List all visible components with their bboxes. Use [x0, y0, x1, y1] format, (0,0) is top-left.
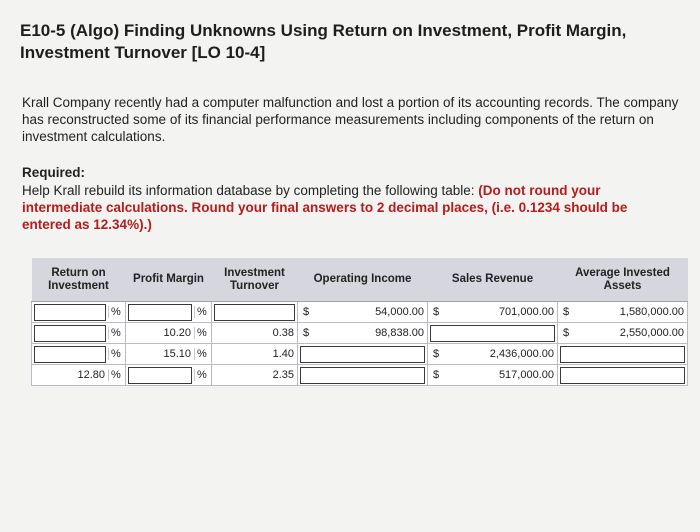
rounding-instructions: (Do not round your intermediate calculations. Round your final answers to 2 decimal places, (i.e. 0.1234 should be entered as 12.34%).): [22, 183, 628, 232]
required-instructions: [22, 182, 672, 233]
percent-sign: %: [194, 306, 211, 318]
header-average-invested-assets: Average Invested Assets: [558, 258, 688, 302]
it-cell: [212, 302, 298, 323]
dollar-sign: $: [302, 306, 310, 318]
profit-margin-value: 15.10: [163, 348, 191, 360]
sr-cell: [428, 323, 558, 344]
header-operating-income: Operating Income: [298, 258, 428, 302]
table-header-row: [32, 258, 688, 302]
pm-cell: [126, 323, 212, 344]
profit-margin-input[interactable]: [128, 304, 192, 321]
investment-turnover-value: 1.40: [272, 348, 294, 360]
oi-cell: [298, 302, 428, 323]
dollar-sign: $: [302, 327, 310, 339]
profit-margin-input[interactable]: [128, 367, 192, 384]
operating-income-value: 54,000.00: [375, 306, 424, 318]
percent-sign: %: [108, 348, 125, 360]
table-row: [32, 365, 688, 386]
roi-cell: [32, 302, 126, 323]
percent-sign: %: [108, 327, 125, 339]
required-text: Help Krall rebuild its information database by completing the following table:: [22, 183, 479, 198]
investment-turnover-value: 0.38: [272, 327, 294, 339]
sr-cell: [428, 302, 558, 323]
it-cell: [212, 365, 298, 386]
operating-income-value: 98,838.00: [375, 327, 424, 339]
profit-margin-value: 10.20: [163, 327, 191, 339]
pm-cell: [126, 365, 212, 386]
intro-paragraph: Krall Company recently had a computer malfunction and lost a portion of its accounting records. The company has reconstructed some of its financial performance measurements including components of the return on investment calculations.: [22, 95, 679, 144]
dollar-sign: $: [562, 327, 570, 339]
operating-income-input[interactable]: [300, 346, 425, 363]
header-sales-revenue: Sales Revenue: [428, 258, 558, 302]
roi-value: 12.80: [77, 369, 105, 381]
percent-sign: %: [194, 348, 211, 360]
table-row: [32, 323, 688, 344]
it-cell: [212, 344, 298, 365]
operating-income-input[interactable]: [300, 367, 425, 384]
aia-cell: [558, 323, 688, 344]
sales-revenue-value: 517,000.00: [498, 369, 554, 381]
percent-sign: %: [194, 327, 211, 339]
aia-cell: [558, 302, 688, 323]
percent-sign: %: [108, 306, 125, 318]
dollar-sign: $: [432, 369, 440, 381]
aia-cell: [558, 344, 688, 365]
roi-cell: [32, 344, 126, 365]
dollar-sign: $: [432, 348, 440, 360]
oi-cell: [298, 323, 428, 344]
header-return-on-investment: Return on Investment: [32, 258, 126, 302]
header-profit-margin: Profit Margin: [126, 258, 212, 302]
percent-sign: %: [194, 369, 211, 381]
header-investment-turnover: Investment Turnover: [212, 258, 298, 302]
average-invested-assets-value: 1,580,000.00: [619, 306, 684, 318]
roi-cell: [32, 323, 126, 344]
required-heading: Required:: [22, 165, 86, 180]
pm-cell: [126, 344, 212, 365]
it-cell: [212, 323, 298, 344]
roi-cell: [32, 365, 126, 386]
aia-cell: [558, 365, 688, 386]
table-row: [32, 344, 688, 365]
roi-input[interactable]: [34, 304, 106, 321]
sales-revenue-input[interactable]: [430, 325, 555, 342]
pm-cell: [126, 302, 212, 323]
average-invested-assets-input[interactable]: [560, 346, 685, 363]
investment-turnover-value: 2.35: [272, 369, 294, 381]
roi-input[interactable]: [34, 346, 106, 363]
sr-cell: [428, 365, 558, 386]
average-invested-assets-input[interactable]: [560, 367, 685, 384]
sr-cell: [428, 344, 558, 365]
sales-revenue-value: 2,436,000.00: [489, 348, 554, 360]
roi-table: [31, 258, 688, 386]
average-invested-assets-value: 2,550,000.00: [619, 327, 684, 339]
table-row: [32, 302, 688, 323]
roi-input[interactable]: [34, 325, 106, 342]
oi-cell: [298, 344, 428, 365]
exercise-title: E10-5 (Algo) Finding Unknowns Using Return on Investment, Profit Margin, Investment Turnover [LO 10-4]: [20, 21, 627, 62]
dollar-sign: $: [562, 306, 570, 318]
sales-revenue-value: 701,000.00: [498, 306, 554, 318]
investment-turnover-input[interactable]: [214, 304, 295, 321]
oi-cell: [298, 365, 428, 386]
percent-sign: %: [108, 369, 125, 381]
dollar-sign: $: [432, 306, 440, 318]
